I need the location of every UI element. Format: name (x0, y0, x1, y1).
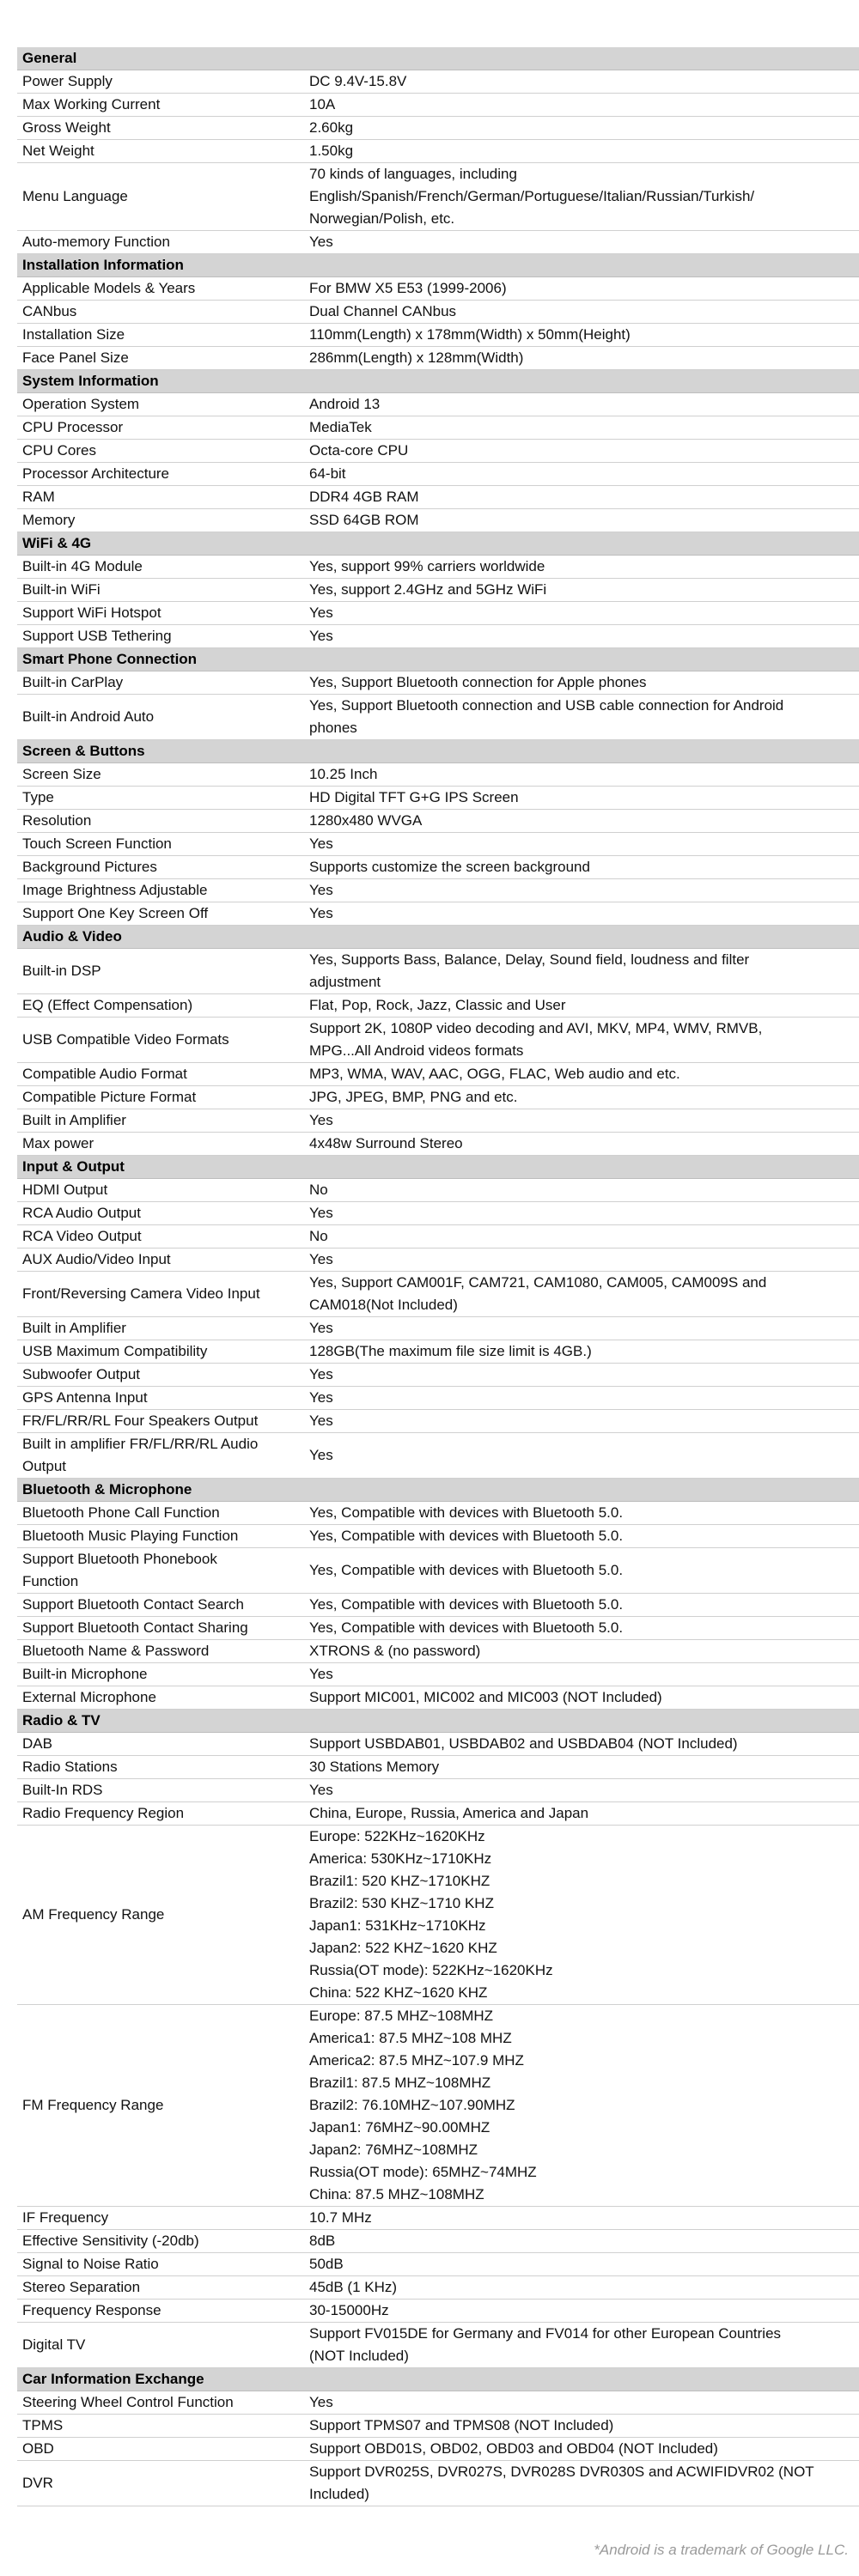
spec-value: Yes, Support Bluetooth connection and USB cable connection for Android phones (304, 695, 859, 740)
spec-row (17, 602, 859, 625)
spec-value: Yes (304, 2391, 859, 2415)
spec-value: Yes, Compatible with devices with Bluetooth 5.0. (304, 1548, 859, 1594)
section-header-row (17, 1156, 859, 1179)
spec-label: USB Maximum Compatibility (17, 1340, 304, 1364)
spec-value: Dual Channel CANbus (304, 301, 859, 324)
spec-label: Max power (17, 1133, 304, 1156)
spec-value: Europe: 522KHz~1620KHz America: 530KHz~1710KHz Brazil1: 520 KHZ~1710KHZ Brazil2: 530 KHZ~1710 KHZ Japan1: 531KHz~1710KHz Japan2: 522 KHZ~1620 KHZ Russia(OT mode): 522KHz~1620KHz China: 522 KHZ~1620 KHZ (304, 1826, 859, 2005)
spec-row (17, 625, 859, 648)
spec-row (17, 301, 859, 324)
spec-value: 10.25 Inch (304, 763, 859, 787)
spec-row (17, 1640, 859, 1663)
spec-row (17, 1617, 859, 1640)
spec-label: HDMI Output (17, 1179, 304, 1202)
spec-row (17, 163, 859, 231)
spec-label: Built in amplifier FR/FL/RR/RL Audio Output (17, 1433, 304, 1479)
spec-row (17, 2300, 859, 2323)
spec-label: RAM (17, 486, 304, 509)
spec-value: 1280x480 WVGA (304, 810, 859, 833)
spec-label: Built-in CarPlay (17, 671, 304, 695)
spec-row (17, 1018, 859, 1063)
section-header-row (17, 532, 859, 556)
spec-label: Built-in WiFi (17, 579, 304, 602)
spec-label: USB Compatible Video Formats (17, 1018, 304, 1063)
spec-label: Built in Amplifier (17, 1317, 304, 1340)
spec-value: 70 kinds of languages, including English/Spanish/French/German/Portuguese/Italian/Russian/Turkish/ Norwegian/Polish, etc. (304, 163, 859, 231)
spec-label: Background Pictures (17, 856, 304, 879)
spec-row (17, 1502, 859, 1525)
spec-label: Installation Size (17, 324, 304, 347)
spec-label: Support WiFi Hotspot (17, 602, 304, 625)
section-header-row (17, 1479, 859, 1502)
section-title: System Information (17, 370, 859, 393)
spec-value: 30 Stations Memory (304, 1756, 859, 1779)
spec-value: MediaTek (304, 416, 859, 440)
spec-row (17, 1594, 859, 1617)
spec-value: 45dB (1 KHz) (304, 2276, 859, 2300)
spec-row (17, 486, 859, 509)
spec-label: Compatible Audio Format (17, 1063, 304, 1086)
spec-label: Radio Frequency Region (17, 1802, 304, 1826)
spec-row (17, 879, 859, 902)
spec-label: Auto-memory Function (17, 231, 304, 254)
spec-row (17, 2323, 859, 2368)
spec-label: CANbus (17, 301, 304, 324)
spec-row (17, 1086, 859, 1109)
section-header-row (17, 648, 859, 671)
spec-value: Yes (304, 1317, 859, 1340)
spec-label: Radio Stations (17, 1756, 304, 1779)
section-header-row (17, 254, 859, 277)
spec-value: Yes, Compatible with devices with Bluetooth 5.0. (304, 1617, 859, 1640)
section-title: Audio & Video (17, 926, 859, 949)
spec-row (17, 1387, 859, 1410)
spec-row (17, 440, 859, 463)
spec-value: China, Europe, Russia, America and Japan (304, 1802, 859, 1826)
spec-value: Yes (304, 1433, 859, 1479)
section-header-row (17, 740, 859, 763)
spec-row (17, 1525, 859, 1548)
spec-label: Frequency Response (17, 2300, 304, 2323)
spec-label: External Microphone (17, 1686, 304, 1710)
spec-row (17, 579, 859, 602)
spec-value: Yes (304, 1109, 859, 1133)
spec-label: Menu Language (17, 163, 304, 231)
section-title: Bluetooth & Microphone (17, 1479, 859, 1502)
spec-value: Yes (304, 1364, 859, 1387)
spec-label: Applicable Models & Years (17, 277, 304, 301)
spec-label: Stereo Separation (17, 2276, 304, 2300)
spec-label: Processor Architecture (17, 463, 304, 486)
spec-sheet (17, 47, 859, 2506)
spec-label: Type (17, 787, 304, 810)
spec-row (17, 2391, 859, 2415)
spec-label: FM Frequency Range (17, 2005, 304, 2207)
spec-value: 8dB (304, 2230, 859, 2253)
trademark-footnote: *Android is a trademark of Google LLC. (594, 2542, 849, 2558)
spec-label: Front/Reversing Camera Video Input (17, 1272, 304, 1317)
spec-label: Face Panel Size (17, 347, 304, 370)
spec-row (17, 787, 859, 810)
spec-value: Yes (304, 879, 859, 902)
spec-value: 2.60kg (304, 117, 859, 140)
spec-value: 4x48w Surround Stereo (304, 1133, 859, 1156)
spec-label: CPU Cores (17, 440, 304, 463)
spec-row (17, 1133, 859, 1156)
spec-value: Support 2K, 1080P video decoding and AVI, MKV, MP4, WMV, RMVB, MPG...All Android videos formats (304, 1018, 859, 1063)
spec-value: 30-15000Hz (304, 2300, 859, 2323)
spec-row (17, 1063, 859, 1086)
spec-label: Built-in Microphone (17, 1663, 304, 1686)
spec-value: JPG, JPEG, BMP, PNG and etc. (304, 1086, 859, 1109)
section-title: Radio & TV (17, 1710, 859, 1733)
spec-label: Built-In RDS (17, 1779, 304, 1802)
spec-row (17, 463, 859, 486)
spec-label: Effective Sensitivity (-20db) (17, 2230, 304, 2253)
spec-label: Subwoofer Output (17, 1364, 304, 1387)
spec-row (17, 2005, 859, 2207)
spec-label: Bluetooth Music Playing Function (17, 1525, 304, 1548)
section-header-row (17, 47, 859, 70)
spec-row (17, 1272, 859, 1317)
section-title: Input & Output (17, 1156, 859, 1179)
spec-row (17, 277, 859, 301)
spec-row (17, 2230, 859, 2253)
spec-row (17, 1779, 859, 1802)
spec-label: IF Frequency (17, 2207, 304, 2230)
spec-row (17, 1179, 859, 1202)
spec-value: 50dB (304, 2253, 859, 2276)
spec-label: OBD (17, 2438, 304, 2461)
spec-row (17, 231, 859, 254)
spec-value: Yes (304, 625, 859, 648)
spec-value: Yes (304, 902, 859, 926)
spec-row (17, 1249, 859, 1272)
spec-label: RCA Video Output (17, 1225, 304, 1249)
spec-row (17, 2276, 859, 2300)
spec-label: Built in Amplifier (17, 1109, 304, 1133)
spec-value: Support FV015DE for Germany and FV014 for other European Countries (NOT Included) (304, 2323, 859, 2368)
spec-row (17, 1364, 859, 1387)
spec-label: Built-in Android Auto (17, 695, 304, 740)
spec-value: MP3, WMA, WAV, AAC, OGG, FLAC, Web audio and etc. (304, 1063, 859, 1086)
spec-value: Yes, Supports Bass, Balance, Delay, Sound field, loudness and filter adjustment (304, 949, 859, 994)
spec-value: HD Digital TFT G+G IPS Screen (304, 787, 859, 810)
spec-value: No (304, 1225, 859, 1249)
spec-row (17, 1733, 859, 1756)
spec-value: Yes, support 99% carriers worldwide (304, 556, 859, 579)
section-title: WiFi & 4G (17, 532, 859, 556)
spec-row (17, 347, 859, 370)
spec-label: Support Bluetooth Contact Search (17, 1594, 304, 1617)
spec-value: Yes (304, 833, 859, 856)
spec-label: Built-in DSP (17, 949, 304, 994)
section-title: Car Information Exchange (17, 2368, 859, 2391)
spec-row (17, 70, 859, 94)
spec-row (17, 393, 859, 416)
spec-label: DAB (17, 1733, 304, 1756)
spec-value: For BMW X5 E53 (1999-2006) (304, 277, 859, 301)
spec-label: Digital TV (17, 2323, 304, 2368)
spec-value: XTRONS & (no password) (304, 1640, 859, 1663)
section-title: Smart Phone Connection (17, 648, 859, 671)
spec-row (17, 902, 859, 926)
spec-value: Yes (304, 1410, 859, 1433)
spec-value: SSD 64GB ROM (304, 509, 859, 532)
spec-value: Android 13 (304, 393, 859, 416)
spec-label: EQ (Effect Compensation) (17, 994, 304, 1018)
spec-label: Steering Wheel Control Function (17, 2391, 304, 2415)
spec-value: 10.7 MHz (304, 2207, 859, 2230)
spec-row (17, 2207, 859, 2230)
spec-label: CPU Processor (17, 416, 304, 440)
spec-label: Bluetooth Name & Password (17, 1640, 304, 1663)
spec-row (17, 94, 859, 117)
spec-row (17, 810, 859, 833)
spec-value: Yes (304, 602, 859, 625)
spec-value: Yes (304, 1249, 859, 1272)
spec-row (17, 1686, 859, 1710)
spec-row (17, 2415, 859, 2438)
spec-label: Signal to Noise Ratio (17, 2253, 304, 2276)
spec-value: Support DVR025S, DVR027S, DVR028S DVR030S and ACWIFIDVR02 (NOT Included) (304, 2461, 859, 2506)
spec-table (17, 47, 859, 2506)
spec-value: 110mm(Length) x 178mm(Width) x 50mm(Height) (304, 324, 859, 347)
spec-value: 1.50kg (304, 140, 859, 163)
spec-value: 64-bit (304, 463, 859, 486)
spec-row (17, 949, 859, 994)
spec-value: Yes (304, 1387, 859, 1410)
spec-row (17, 1410, 859, 1433)
spec-label: Power Supply (17, 70, 304, 94)
spec-value: Yes (304, 1779, 859, 1802)
spec-label: Resolution (17, 810, 304, 833)
spec-label: TPMS (17, 2415, 304, 2438)
spec-label: Bluetooth Phone Call Function (17, 1502, 304, 1525)
spec-value: Yes, support 2.4GHz and 5GHz WiFi (304, 579, 859, 602)
spec-label: Support Bluetooth Phonebook Function (17, 1548, 304, 1594)
section-title: General (17, 47, 859, 70)
spec-label: Compatible Picture Format (17, 1086, 304, 1109)
spec-row (17, 1340, 859, 1364)
spec-row (17, 1109, 859, 1133)
spec-value: Supports customize the screen background (304, 856, 859, 879)
section-title: Installation Information (17, 254, 859, 277)
spec-row (17, 1317, 859, 1340)
spec-value: 286mm(Length) x 128mm(Width) (304, 347, 859, 370)
spec-label: AM Frequency Range (17, 1826, 304, 2005)
spec-row (17, 1756, 859, 1779)
spec-row (17, 833, 859, 856)
spec-value: Yes, Compatible with devices with Bluetooth 5.0. (304, 1594, 859, 1617)
spec-label: Operation System (17, 393, 304, 416)
spec-row (17, 1202, 859, 1225)
spec-value: Yes (304, 231, 859, 254)
spec-row (17, 994, 859, 1018)
spec-row (17, 1548, 859, 1594)
spec-value: Europe: 87.5 MHZ~108MHZ America1: 87.5 MHZ~108 MHZ America2: 87.5 MHZ~107.9 MHZ Brazil1: 87.5 MHZ~108MHZ Brazil2: 76.10MHZ~107.90MHZ Japan1: 76MHZ~90.00MHZ Japan2: 76MHZ~108MHZ Russia(OT mode): 65MHZ~74MHZ China: 87.5 MHZ~108MHZ (304, 2005, 859, 2207)
spec-label: RCA Audio Output (17, 1202, 304, 1225)
spec-label: Built-in 4G Module (17, 556, 304, 579)
spec-label: Max Working Current (17, 94, 304, 117)
spec-row (17, 2253, 859, 2276)
spec-value: 10A (304, 94, 859, 117)
spec-label: Screen Size (17, 763, 304, 787)
spec-row (17, 2461, 859, 2506)
spec-label: Gross Weight (17, 117, 304, 140)
spec-value: Support TPMS07 and TPMS08 (NOT Included) (304, 2415, 859, 2438)
spec-value: Support MIC001, MIC002 and MIC003 (NOT Included) (304, 1686, 859, 1710)
spec-row (17, 416, 859, 440)
spec-value: 128GB(The maximum file size limit is 4GB.) (304, 1340, 859, 1364)
spec-value: Yes, Compatible with devices with Bluetooth 5.0. (304, 1525, 859, 1548)
spec-value: Support USBDAB01, USBDAB02 and USBDAB04 (NOT Included) (304, 1733, 859, 1756)
spec-row (17, 117, 859, 140)
spec-row (17, 324, 859, 347)
spec-value: Octa-core CPU (304, 440, 859, 463)
spec-row (17, 1663, 859, 1686)
spec-value: Yes (304, 1202, 859, 1225)
spec-label: FR/FL/RR/RL Four Speakers Output (17, 1410, 304, 1433)
spec-table-body (17, 47, 859, 2506)
spec-row (17, 140, 859, 163)
spec-row (17, 2438, 859, 2461)
spec-row (17, 1225, 859, 1249)
spec-row (17, 1433, 859, 1479)
section-header-row (17, 1710, 859, 1733)
spec-label: Support One Key Screen Off (17, 902, 304, 926)
spec-label: AUX Audio/Video Input (17, 1249, 304, 1272)
section-title: Screen & Buttons (17, 740, 859, 763)
section-header-row (17, 926, 859, 949)
spec-value: Flat, Pop, Rock, Jazz, Classic and User (304, 994, 859, 1018)
spec-value: Support OBD01S, OBD02, OBD03 and OBD04 (NOT Included) (304, 2438, 859, 2461)
spec-row (17, 695, 859, 740)
section-header-row (17, 370, 859, 393)
spec-row (17, 1802, 859, 1826)
spec-label: Touch Screen Function (17, 833, 304, 856)
spec-value: DC 9.4V-15.8V (304, 70, 859, 94)
spec-label: Net Weight (17, 140, 304, 163)
spec-row (17, 556, 859, 579)
spec-row (17, 509, 859, 532)
spec-label: Support USB Tethering (17, 625, 304, 648)
spec-value: Yes (304, 1663, 859, 1686)
spec-row (17, 671, 859, 695)
spec-row (17, 763, 859, 787)
spec-row (17, 856, 859, 879)
spec-row (17, 1826, 859, 2005)
spec-value: Yes, Compatible with devices with Bluetooth 5.0. (304, 1502, 859, 1525)
spec-label: Memory (17, 509, 304, 532)
spec-value: Yes, Support CAM001F, CAM721, CAM1080, CAM005, CAM009S and CAM018(Not Included) (304, 1272, 859, 1317)
spec-value: No (304, 1179, 859, 1202)
spec-label: Support Bluetooth Contact Sharing (17, 1617, 304, 1640)
section-header-row (17, 2368, 859, 2391)
spec-label: GPS Antenna Input (17, 1387, 304, 1410)
spec-label: DVR (17, 2461, 304, 2506)
spec-value: Yes, Support Bluetooth connection for Apple phones (304, 671, 859, 695)
spec-label: Image Brightness Adjustable (17, 879, 304, 902)
spec-value: DDR4 4GB RAM (304, 486, 859, 509)
